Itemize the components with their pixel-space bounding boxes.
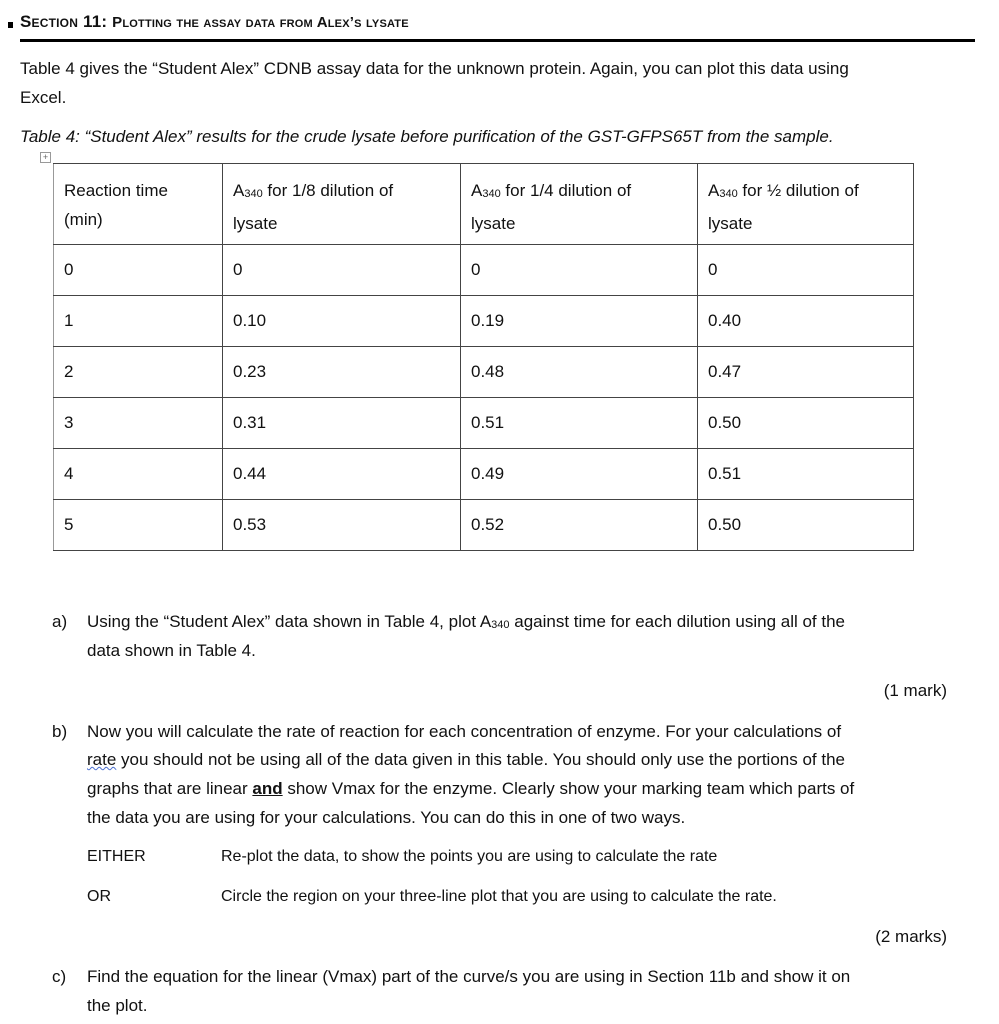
table-row (54, 500, 914, 551)
table-cell: 4 (54, 449, 223, 500)
heading-bullet (8, 22, 13, 28)
table-cell: 0 (223, 245, 461, 296)
table-cell: 0.49 (461, 449, 698, 500)
table-cell: 0.10 (223, 296, 461, 347)
question-c-label: c) (52, 967, 67, 986)
table-cell: 0.50 (698, 398, 914, 449)
table-row (54, 296, 914, 347)
table-cell: 3 (54, 398, 223, 449)
heading-rule (20, 39, 975, 42)
table-row (54, 347, 914, 398)
option-or-label: OR (87, 888, 111, 905)
table-cell: 1 (54, 296, 223, 347)
question-c-line-1: Find the equation for the linear (Vmax) part of the curve/s you are using in Section 11b and show it on (87, 967, 851, 986)
table-cell: 0.53 (223, 500, 461, 551)
question-a-line-2: data shown in Table 4. (87, 641, 256, 660)
table-header-row (54, 164, 914, 245)
table-cell: 0.47 (698, 347, 914, 398)
table-caption: Table 4: “Student Alex” results for the crude lysate before purification of the GST-GFPS65T from the sample. (20, 127, 834, 146)
table-cell: 0.19 (461, 296, 698, 347)
table-cell: 0.44 (223, 449, 461, 500)
table-cell: 0.50 (698, 500, 914, 551)
header-cell: $A_{340}$ for 1/4 dilution of lysate (461, 164, 698, 245)
table-cell: 0 (54, 245, 223, 296)
table-cell: 0.51 (698, 449, 914, 500)
table-cell: 0.31 (223, 398, 461, 449)
table-row (54, 449, 914, 500)
question-b-marks: (2 marks) (875, 927, 947, 946)
question-b-line-1: Now you will calculate the rate of reaction for each concentration of enzyme. For your calculations of (87, 722, 842, 741)
table-move-handle-icon[interactable]: + (40, 152, 51, 163)
question-a-marks: (1 mark) (883, 681, 947, 700)
question-a-label: a) (52, 612, 68, 631)
table-cell: 0.48 (461, 347, 698, 398)
section-title: Section 11: Plotting the assay data from Alex’s lysate (20, 12, 409, 31)
table-cell: 0 (698, 245, 914, 296)
question-b-line-2: rate you should not be using all of the data given in this table. You should only use the portions of the (87, 750, 845, 769)
table-cell: 0.51 (461, 398, 698, 449)
table-row (54, 245, 914, 296)
question-b-line-3: graphs that are linear and show Vmax for the enzyme. Clearly show your marking team which parts of (87, 779, 855, 798)
option-either-label: EITHER (87, 848, 146, 865)
question-c-line-2: the plot. (87, 996, 148, 1015)
question-a-line-1: Using the “Student Alex” data shown in Table 4, plot $A_{340}$ against time for each dilution using all of the (87, 612, 846, 631)
table-cell: 0.23 (223, 347, 461, 398)
intro-line-2: Excel. (20, 88, 67, 107)
intro-line-1: Table 4 gives the “Student Alex” CDNB assay data for the unknown protein. Again, you can plot this data using (20, 59, 849, 78)
table-cell: 2 (54, 347, 223, 398)
question-b-label: b) (52, 722, 68, 741)
table-cell: 0.52 (461, 500, 698, 551)
header-cell: $A_{340}$ for 1/8 dilution of lysate (223, 164, 461, 245)
table-row (54, 398, 914, 449)
option-or-text: Circle the region on your three-line plot that you are using to calculate the rate. (221, 888, 777, 905)
table-cell: 5 (54, 500, 223, 551)
question-b-line-4: the data you are using for your calculations. You can do this in one of two ways. (87, 808, 686, 827)
table-cell: 0.40 (698, 296, 914, 347)
assay-table (53, 163, 914, 551)
table-cell: 0 (461, 245, 698, 296)
header-cell: Reaction time (min) (54, 164, 223, 245)
option-either-text: Re-plot the data, to show the points you are using to calculate the rate (221, 848, 718, 865)
header-cell: $A_{340}$ for ½ dilution of lysate (698, 164, 914, 245)
